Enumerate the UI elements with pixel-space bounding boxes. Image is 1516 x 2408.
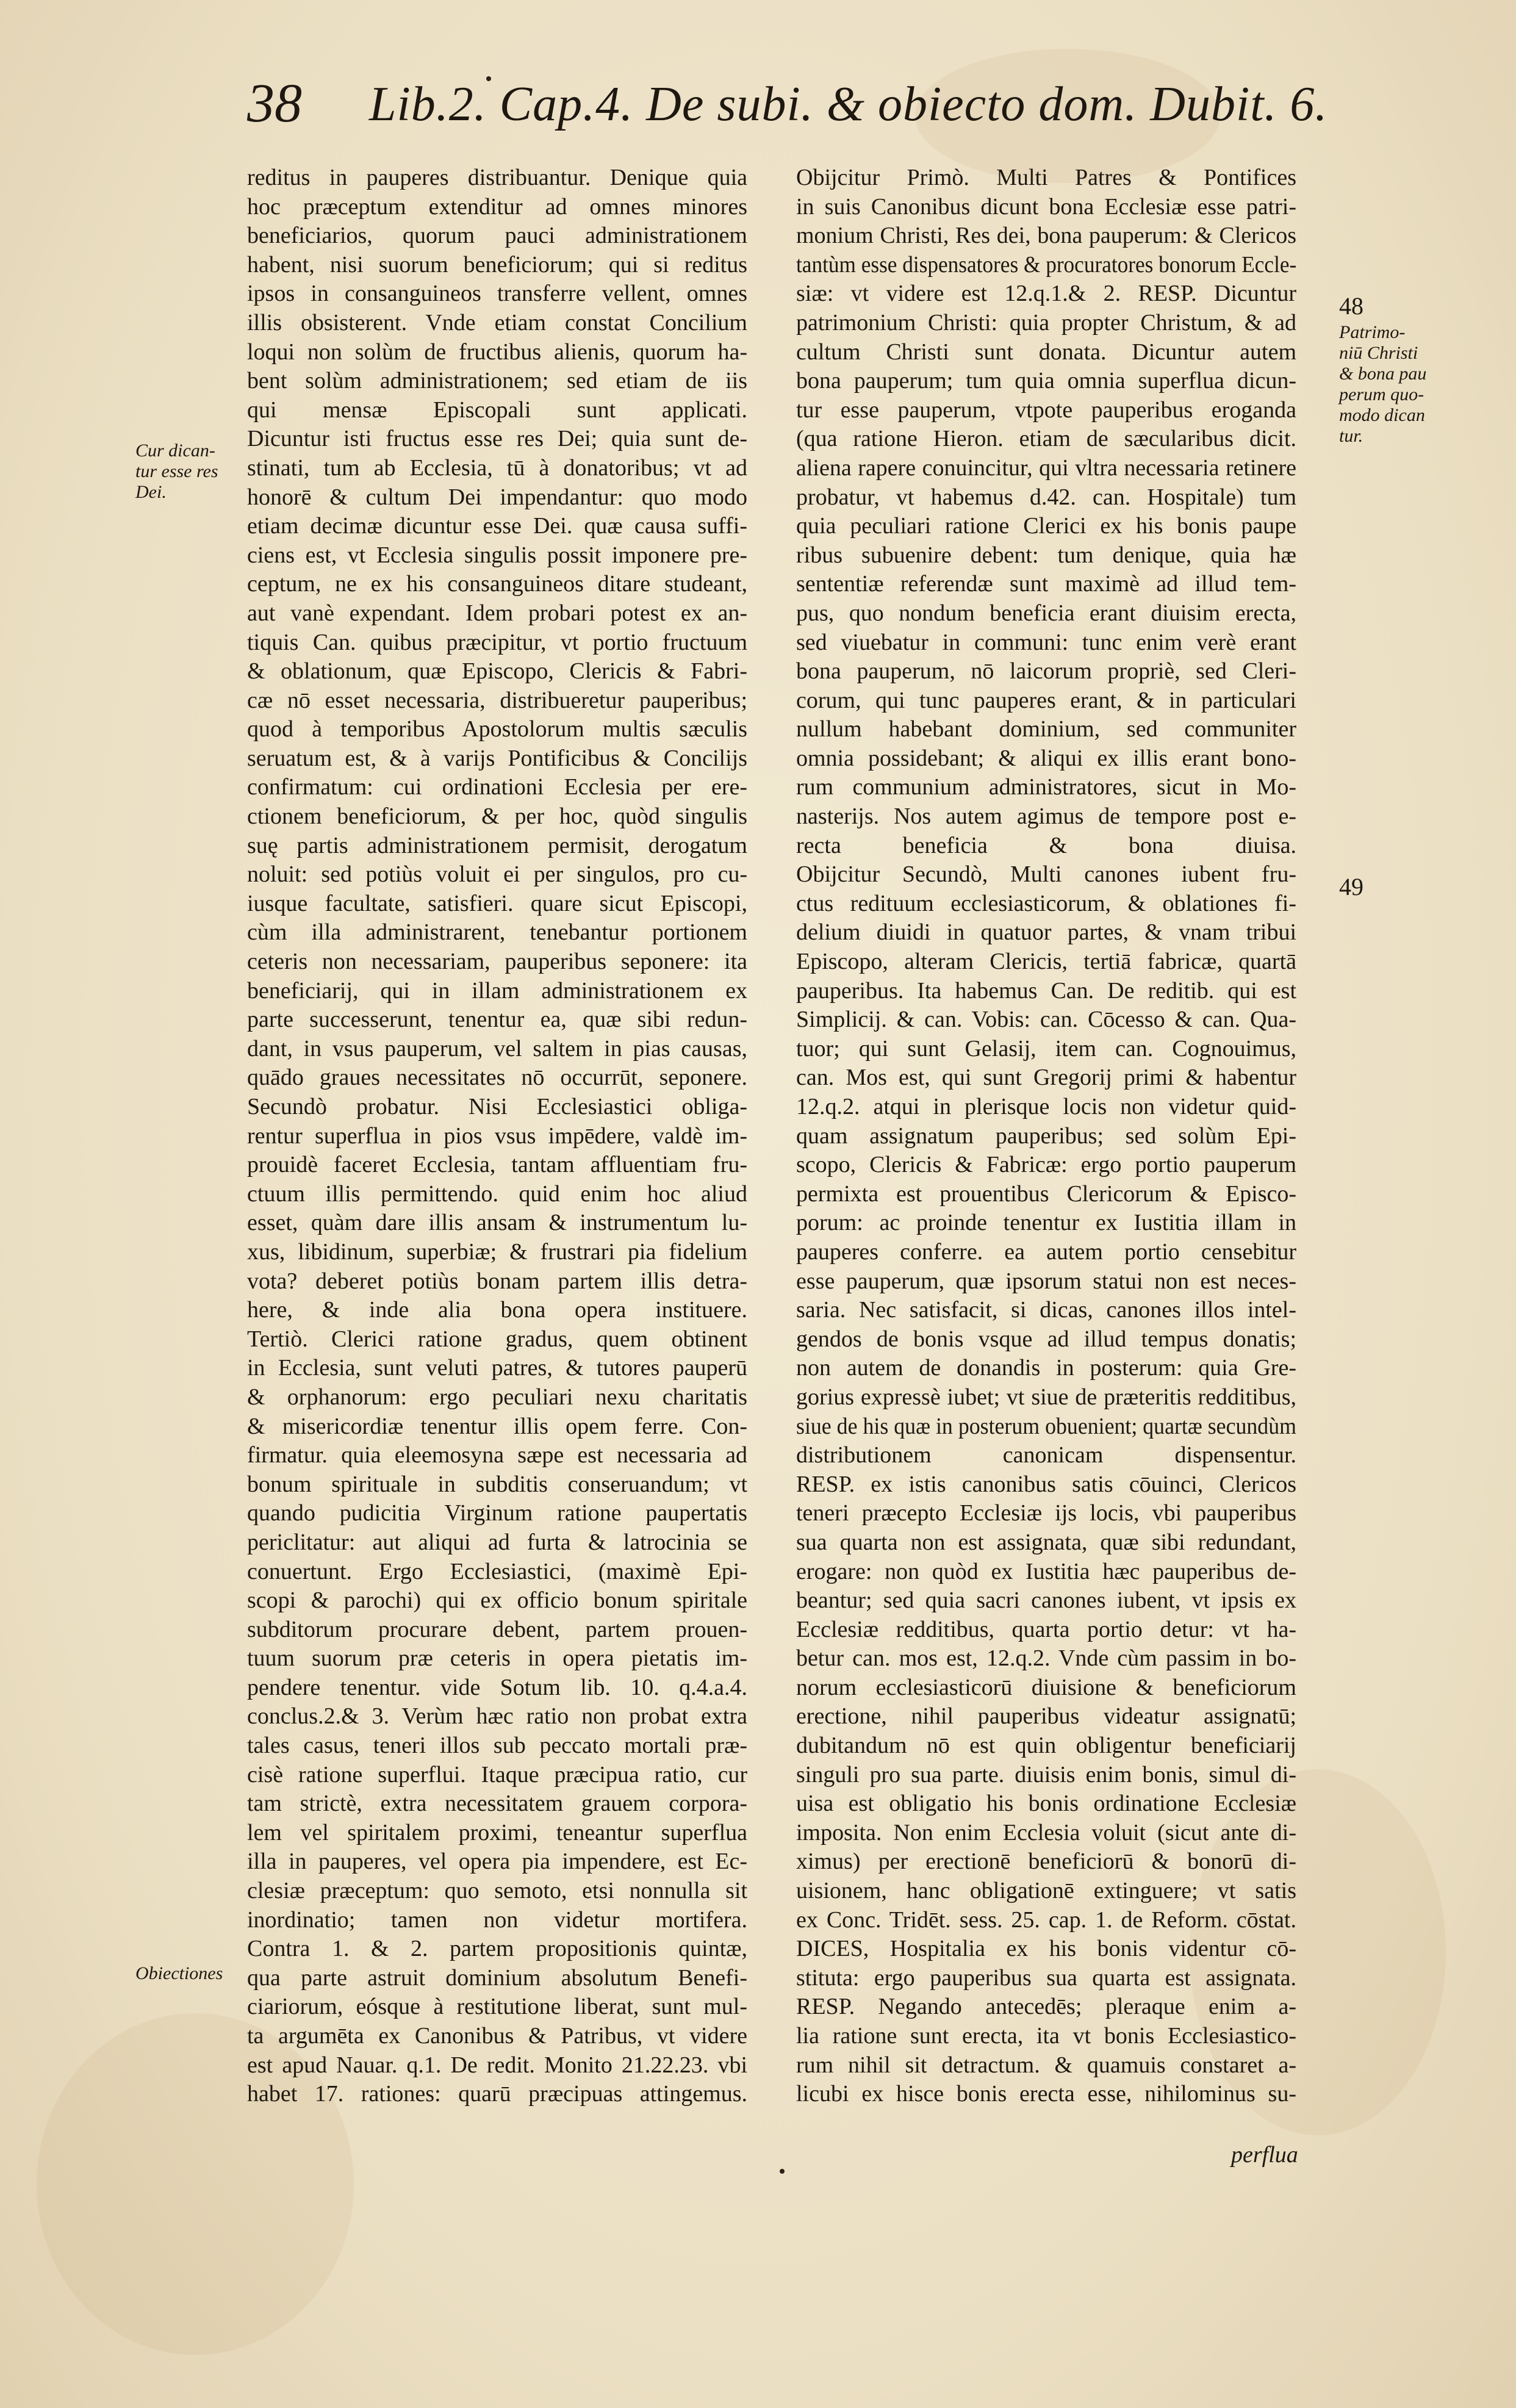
text-line: qua parte astruit dominium absolutum Benefi-: [247, 1964, 747, 1991]
text-line: periclitatur: aut aliqui ad furta & latrocinia se: [247, 1529, 747, 1555]
text-line: erogare: non quòd ex Iustitia hæc pauperibus de-: [796, 1558, 1296, 1584]
text-line: dubitandum nō est quin obligentur beneficiarij: [796, 1733, 1296, 1759]
text-line: omnia possidebant; & aliqui ex illis erant bono-: [796, 745, 1296, 771]
text-line: non autem de donandis in posterum: quia Gre-: [796, 1355, 1296, 1381]
text-line: norum ecclesiasticorū diuisione & beneficiorum: [796, 1674, 1296, 1700]
text-line: DICES, Hospitalia ex his bonis videntur cō-: [796, 1936, 1296, 1962]
text-line: prouidè faceret Ecclesia, tantam affluentiam fru-: [247, 1152, 747, 1178]
text-line: cæ nō esset necessaria, distribueretur pauperibus;: [247, 687, 747, 713]
text-line: conuertunt. Ergo Ecclesiastici, (maximè Epi-: [247, 1558, 747, 1584]
text-line: firmatur. quia eleemosyna sæpe est necessaria ad: [247, 1442, 747, 1468]
text-line: tuor; qui sunt Gelasij, item can. Cognouimus,: [796, 1035, 1296, 1062]
text-line: rum communium administratores, sicut in Mo-: [796, 774, 1296, 800]
text-line: singuli pro sua parte. diuisis enim bonis, simul di-: [796, 1761, 1296, 1788]
margin-note-res-dei: Cur dican- tur esse res Dei.: [135, 440, 218, 502]
text-line: ctus redituum ecclesiasticorum, & oblationes fi-: [796, 890, 1296, 916]
text-line: habent, nisi suorum beneficiorum; qui si reditus: [247, 251, 747, 278]
running-title: Lib.2. Cap.4. De subi. & obiecto dom. Dubit. 6.: [369, 77, 1328, 131]
text-line: sua quarta non est assignata, quæ sibi redundant,: [796, 1529, 1296, 1555]
text-line: illa in pauperes, vel opera pia impendere, est Ec-: [247, 1849, 747, 1875]
text-line: Secundò probatur. Nisi Ecclesiastici obliga-: [247, 1094, 747, 1120]
text-line: patrimonium Christi: quia propter Christum, & ad: [796, 309, 1296, 336]
ink-speck: [780, 2169, 785, 2174]
text-line: lia ratione sunt erecta, ita vt bonis Ecclesiastico-: [796, 2023, 1296, 2049]
text-line: subditorum procurare debent, partem prouen-: [247, 1616, 747, 1642]
text-line: tur esse pauperum, vtpote pauperibus eroganda: [796, 397, 1296, 423]
text-line: Dicuntur isti fructus esse res Dei; quia sunt de-: [247, 426, 747, 452]
text-line: corum, qui tunc pauperes erant, & in particulari: [796, 687, 1296, 713]
text-line: quādo graues necessitates nō occurrūt, seponere.: [247, 1065, 747, 1091]
text-line: (qua ratione Hieron. etiam de sæcularibus dicit.: [796, 426, 1296, 452]
text-line: & misericordiæ tenentur illis opem ferre. Con-: [247, 1413, 747, 1439]
text-line: permixta est prouentibus Clericorum & Episco-: [796, 1181, 1296, 1207]
text-line: delium diuidi in quatuor partes, & vnam tribui: [796, 919, 1296, 946]
text-line: betur can. mos est, 12.q.2. Vnde cùm passim in bo-: [796, 1645, 1296, 1672]
text-line: gorius expressè iubet; vt siue de præteritis redditibus,: [796, 1384, 1296, 1410]
text-line: sententiæ referendæ sunt maximè ad illud tem-: [796, 571, 1296, 597]
margin-number-48: 48: [1339, 292, 1363, 320]
text-line: ipsos in consanguineos transferre vellent, omnes: [247, 281, 747, 307]
text-line: ximus) per erectionē beneficiorū & bonorū di-: [796, 1849, 1296, 1875]
text-line: tuum suorum præ ceteris in opera pietatis im-: [247, 1645, 747, 1672]
text-line: inordinatio; tamen non videtur mortifera.: [247, 1907, 747, 1933]
text-line: can. Mos est, qui sunt Gregorij primi & habentur: [796, 1065, 1296, 1091]
text-line: saria. Nec satisfacit, si dicas, canones illos intel-: [796, 1297, 1296, 1323]
text-line: cùm illa administrarent, tenebantur portionem: [247, 919, 747, 946]
text-line: scopo, Clericis & Fabricæ: ergo portio pauperum: [796, 1152, 1296, 1178]
text-line: esset, quàm dare illis ansam & instrumentum lu-: [247, 1210, 747, 1236]
text-line: licubi ex hisce bonis erecta esse, nihilominus su-: [796, 2081, 1296, 2107]
text-line: xus, libidinum, superbiæ; & frustrari pia fidelium: [247, 1238, 747, 1265]
text-line: teneri præcepto Ecclesiæ ijs locis, vbi pauperibus: [796, 1500, 1296, 1526]
text-line: bona pauperum; tum quia omnia superflua dicun-: [796, 368, 1296, 394]
page-header: [247, 72, 1328, 151]
text-line: tales casus, teneri illos sub peccato mortali præ-: [247, 1733, 747, 1759]
text-line: tam strictè, extra necessitatem grauem corpora-: [247, 1791, 747, 1817]
text-line: rentur superflua in pios vsus impēdere, valdè im-: [247, 1123, 747, 1149]
text-line: ctuum illis permittendo. quid enim hoc aliud: [247, 1181, 747, 1207]
text-line: stinati, tum ab Ecclesia, tū à donatoribus; vt ad: [247, 455, 747, 481]
text-line: sed viuebatur in communi: tunc enim verè erant: [796, 629, 1296, 655]
text-line: seruatum est, & à varijs Pontificibus & Concilijs: [247, 745, 747, 771]
text-line: cultum Christi sunt donata. Dicuntur autem: [796, 339, 1296, 365]
text-line: & oblationum, quæ Episcopo, Clericis & Fabri-: [247, 658, 747, 685]
text-line: bonum spirituale in subditis conseruandum; vt: [247, 1471, 747, 1497]
text-line: scopi & parochi) qui ex officio bonum spiritale: [247, 1587, 747, 1614]
text-line: stituta: ergo pauperibus sua quarta est assignata.: [796, 1964, 1296, 1991]
text-line: 12.q.2. atqui in plerisque locis non videtur quid-: [796, 1094, 1296, 1120]
text-line: confirmatum: cui ordinationi Ecclesia per ere-: [247, 774, 747, 800]
text-line: ciariorum, eósque à restitutione liberat, sunt mul-: [247, 1994, 747, 2020]
text-line: suę partis administrationem permisit, derogatum: [247, 832, 747, 858]
text-line: dant, in vsus pauperum, vel saltem in pias causas,: [247, 1035, 747, 1062]
text-line: Obijcitur Primò. Multi Patres & Pontifices: [796, 165, 1296, 190]
text-line: quod à temporibus Apostolorum multis sæculis: [247, 716, 747, 742]
text-line: clesiæ præceptum: quo semoto, etsi nonnulla sit: [247, 1878, 747, 1904]
text-line: illis obsisterent. Vnde etiam constat Concilium: [247, 309, 747, 336]
text-line: gendos de bonis vsque ad illud tempus donatis;: [796, 1326, 1296, 1352]
text-line: pauperes conferre. ea autem portio censebitur: [796, 1238, 1296, 1265]
text-line: loqui non solùm de fructibus alienis, quorum ha-: [247, 339, 747, 365]
folio-number: 38: [247, 73, 302, 134]
text-line: erectione, nihil pauperibus videatur assignatū;: [796, 1703, 1296, 1730]
text-line: parte successerunt, tenentur ea, quæ sibi redun-: [247, 1007, 747, 1033]
text-line: & orphanorum: ergo peculiari nexu charitatis: [247, 1384, 747, 1410]
text-line: siue de his quæ in posterum obuenient; quartæ secundùm: [796, 1413, 1296, 1439]
margin-note-obiectiones: Obiectiones: [135, 1963, 223, 1983]
text-line: here, & inde alia bona opera instituere.: [247, 1297, 747, 1323]
text-line: Episcopo, alteram Clericis, tertiā fabricæ, quartā: [796, 949, 1296, 975]
text-line: ribus subuenire debent: tum denique, quia hæ: [796, 542, 1296, 568]
text-line: noluit: sed potiùs voluit ei per singulos, pro cu-: [247, 861, 747, 888]
text-line: conclus.2.& 3. Verùm hæc ratio non probat extra: [247, 1703, 747, 1730]
text-line: porum: ac proinde tenentur ex Iustitia illam in: [796, 1210, 1296, 1236]
text-line: habet 17. rationes: quarū præcipuas attingemus.: [247, 2081, 747, 2107]
text-line: bona pauperum, nō laicorum propriè, sed Cleri-: [796, 658, 1296, 685]
text-line: qui mensæ Episcopali sunt applicati.: [247, 397, 747, 423]
text-line: iusque facultate, satisfieri. quare sicut Episcopi,: [247, 890, 747, 916]
text-line: Simplicij. & can. Vobis: can. Cōcesso & can. Qua-: [796, 1007, 1296, 1033]
text-line: est apud Nauar. q.1. De redit. Monito 21.22.23. vbi: [247, 2052, 747, 2078]
text-line: cisè ratione superflui. Itaque præcipua ratio, cur: [247, 1761, 747, 1788]
text-line: quando pudicitia Virginum ratione paupertatis: [247, 1500, 747, 1526]
text-line: hoc præceptum extenditur ad omnes minores: [247, 193, 747, 220]
text-line: aliena rapere conuincitur, qui vltra necessaria retinere: [796, 455, 1296, 481]
text-line: ctionem beneficiorum, & per hoc, quòd singulis: [247, 803, 747, 830]
text-line: ceptum, ne ex his consanguineos ditare studeant,: [247, 571, 747, 597]
text-line: distributionem canonicam dispensentur.: [796, 1442, 1296, 1468]
text-line: nullum habebant dominium, sed communiter: [796, 716, 1296, 742]
text-line: siæ: vt videre est 12.q.1.& 2. RESP. Dicuntur: [796, 281, 1296, 307]
text-line: pus, quo nondum beneficia erant diuisim erecta,: [796, 600, 1296, 626]
text-line: uisa est obligatio his bonis ordinatione Ecclesiæ: [796, 1791, 1296, 1817]
right-column: [796, 164, 1296, 2109]
text-line: imposita. Non enim Ecclesia voluit (sicut ante di-: [796, 1819, 1296, 1846]
text-line: Tertiò. Clerici ratione gradus, quem obtinent: [247, 1326, 747, 1352]
text-line: quam assignatum pauperibus; sed solùm Epi-: [796, 1123, 1296, 1149]
text-line: recta beneficia & bona diuisa.: [796, 832, 1296, 858]
text-line: RESP. Negando antecedēs; pleraque enim a-: [796, 1994, 1296, 2020]
text-line: uisionem, hanc obligationē extinguere; vt satis: [796, 1878, 1296, 1904]
text-line: Contra 1. & 2. partem propositionis quintæ,: [247, 1936, 747, 1962]
catchword: perflua: [1231, 2142, 1298, 2168]
text-line: ceteris non necessariam, pauperibus seponere: ita: [247, 949, 747, 975]
text-line: Obijcitur Secundò, Multi canones iubent fru-: [796, 861, 1296, 888]
text-line: pendere tenentur. vide Sotum lib. 10. q.4.a.4.: [247, 1674, 747, 1700]
text-line: lem vel spiritalem proximi, teneantur superflua: [247, 1819, 747, 1846]
text-line: etiam decimæ dicuntur esse Dei. quæ causa suffi-: [247, 513, 747, 539]
text-line: RESP. ex istis canonibus satis cōuinci, Clericos: [796, 1471, 1296, 1497]
margin-number-49: 49: [1339, 873, 1363, 900]
text-line: pauperibus. Ita habemus Can. De reditib. qui est: [796, 977, 1296, 1004]
text-line: reditus in pauperes distribuantur. Denique quia: [247, 165, 747, 190]
text-line: tiquis Can. quibus præcipitur, vt portio fructuum: [247, 629, 747, 655]
text-line: ciens est, vt Ecclesia singulis possit imponere pre-: [247, 542, 747, 568]
text-line: rum nihil sit detractum. & quamuis constaret a-: [796, 2052, 1296, 2078]
margin-note-patrimonium: Patrimo- niū Christi & bona pau perum quo- modo dican tur.: [1339, 322, 1427, 446]
text-line: esse pauperum, quæ ipsorum statui non est neces-: [796, 1268, 1296, 1294]
text-line: honorē & cultum Dei impendantur: quo modo: [247, 484, 747, 510]
text-line: monium Christi, Res dei, bona pauperum: & Clericos: [796, 223, 1296, 249]
text-line: ex Conc. Tridēt. sess. 25. cap. 1. de Reform. cōstat.: [796, 1907, 1296, 1933]
text-line: ta argumēta ex Canonibus & Patribus, vt videre: [247, 2023, 747, 2049]
text-line: in suis Canonibus dicunt bona Ecclesiæ esse patri-: [796, 193, 1296, 220]
text-line: vota? deberet potiùs bonam partem illis detra-: [247, 1268, 747, 1294]
text-line: Ecclesiæ redditibus, quarta portio detur: vt ha-: [796, 1616, 1296, 1642]
text-line: tantùm esse dispensatores & procuratores bonorum Eccle-: [796, 251, 1297, 278]
text-line: in Ecclesia, sunt veluti patres, & tutores pauperū: [247, 1355, 747, 1381]
text-line: bent solùm administrationem; sed etiam de iis: [247, 368, 747, 394]
text-line: beantur; sed quia sacri canones iubent, vt ipsis ex: [796, 1587, 1296, 1614]
left-column: [247, 164, 747, 2109]
text-line: aut vanè expendant. Idem probari potest ex an-: [247, 600, 747, 626]
text-line: quia peculiari ratione Clerici ex his bonis paupe: [796, 513, 1296, 539]
text-line: beneficiarij, qui in illam administrationem ex: [247, 977, 747, 1004]
text-line: nasterijs. Nos autem agimus de tempore post e-: [796, 803, 1296, 830]
text-line: probatur, vt habemus d.42. can. Hospitale) tum: [796, 484, 1296, 510]
text-line: beneficiarios, quorum pauci administrationem: [247, 223, 747, 249]
